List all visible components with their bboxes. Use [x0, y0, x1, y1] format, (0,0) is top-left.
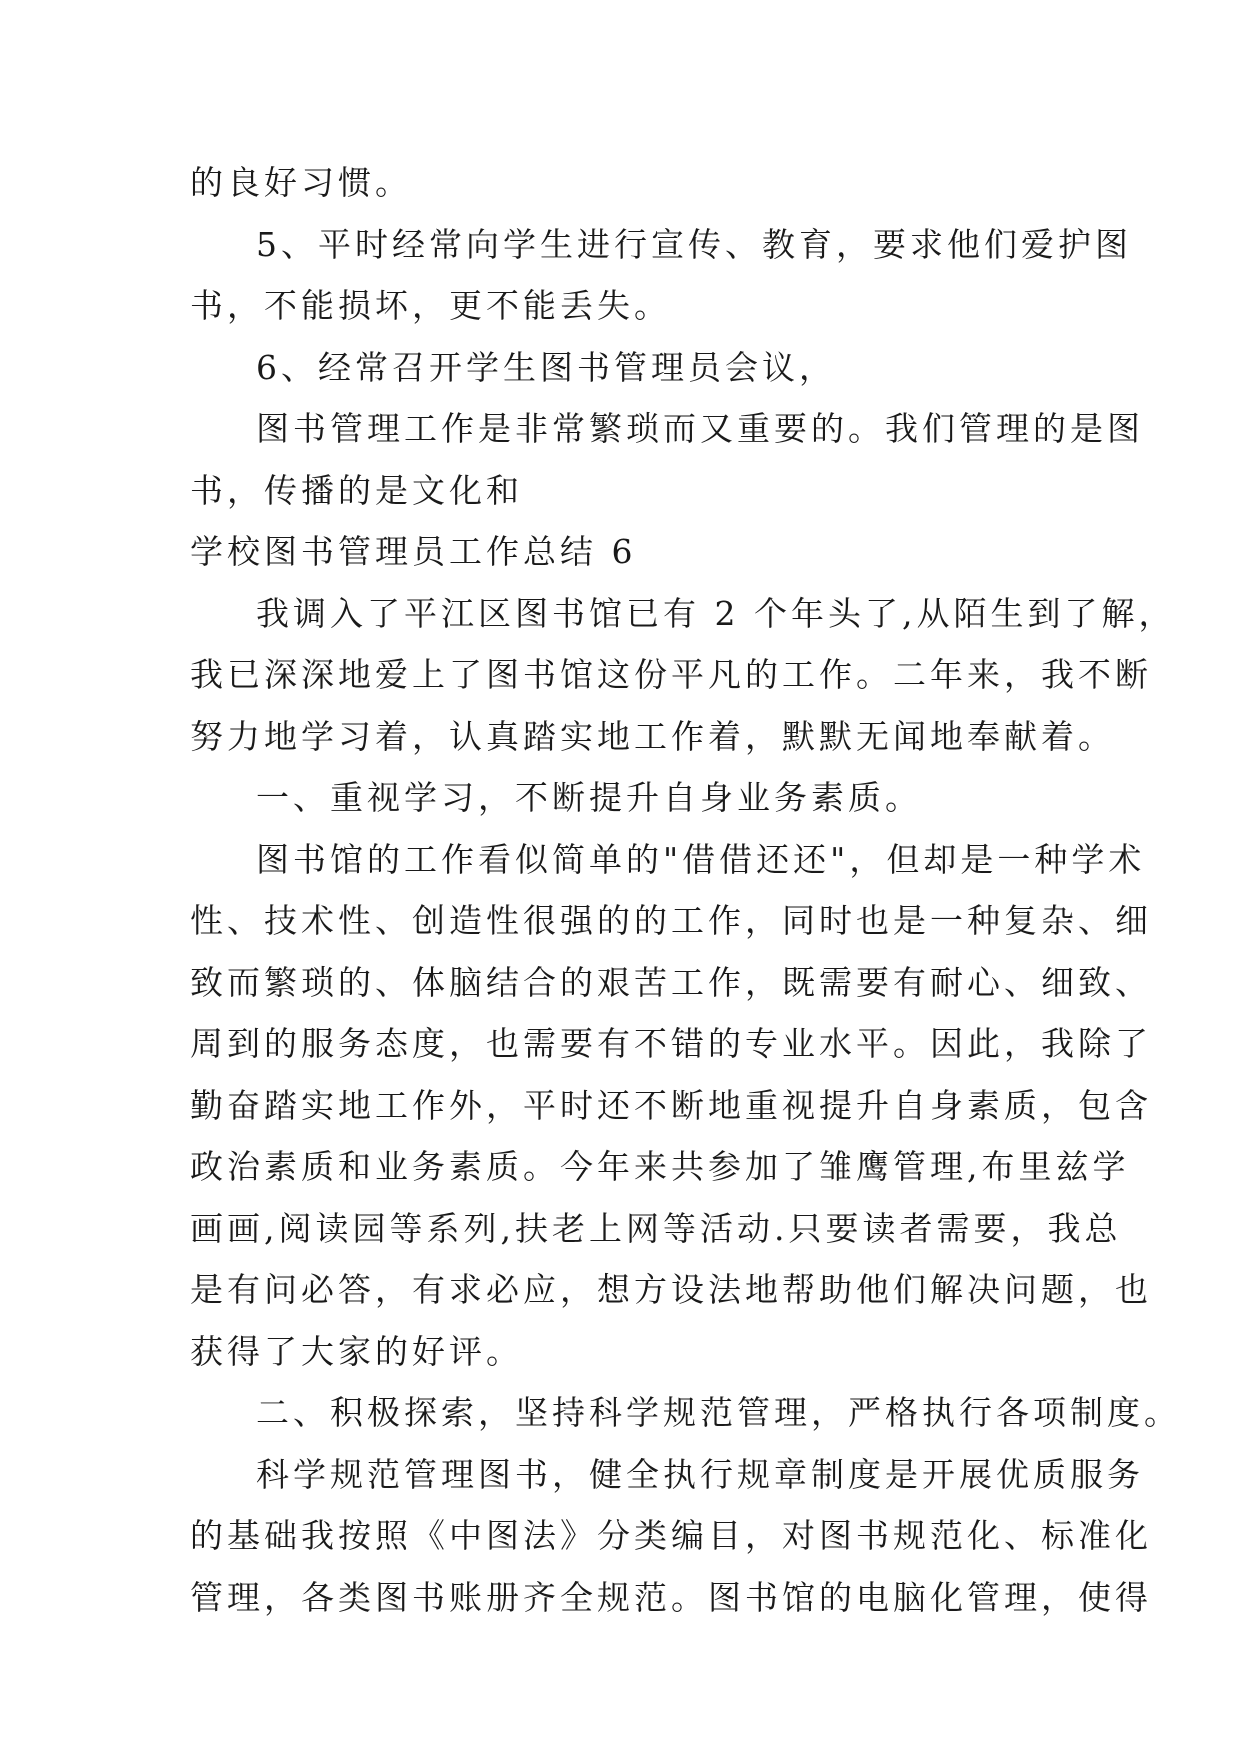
text-line: 5、平时经常向学生进行宣传、教育，要求他们爱护图	[256, 224, 1132, 264]
text-line: 致而繁琐的、体脑结合的艰苦工作，既需要有耐心、细致、	[190, 962, 1152, 1002]
text-line: 画画,阅读园等系列,扶老上网等活动.只要读者需要，我总	[190, 1208, 1122, 1248]
text-line: 书，不能损坏，更不能丢失。	[190, 286, 671, 325]
text-line: 周到的服务态度，也需要有不错的专业水平。因此，我除了	[190, 1024, 1152, 1063]
document-body	[190, 152, 1181, 1628]
text-line: 的良好习惯。	[190, 163, 412, 202]
text-line: 图书管理工作是非常繁琐而又重要的。我们管理的是图	[256, 409, 1144, 448]
text-line: 政治素质和业务素质。今年来共参加了雏鹰管理,布里兹学	[190, 1147, 1130, 1186]
text-line: 的基础我按照《中图法》分类编目，对图书规范化、标准化	[190, 1516, 1152, 1555]
text-line: 图书馆的工作看似简单的"借借还还"，但却是一种学术	[256, 839, 1146, 879]
text-line: 获得了大家的好评。	[190, 1331, 523, 1371]
text-line: 性、技术性、创造性很强的的工作，同时也是一种复杂、细	[190, 901, 1152, 940]
section-heading: 学校图书管理员工作总结 6	[190, 532, 637, 571]
text-line: 我调入了平江区图书馆已有 2 个年头了,从陌生到了解，	[256, 593, 1176, 633]
text-line: 我已深深地爱上了图书馆这份平凡的工作。二年来，我不断	[190, 655, 1152, 694]
subheading-line: 一、重视学习，不断提升自身业务素质。	[256, 778, 922, 817]
text-line: 勤奋踏实地工作外，平时还不断地重视提升自身素质，包含	[190, 1085, 1152, 1125]
text-line: 努力地学习着，认真踏实地工作着，默默无闻地奉献着。	[190, 716, 1115, 756]
text-line: 书，传播的是文化和	[190, 470, 523, 510]
subheading-line: 二、积极探索，坚持科学规范管理，严格执行各项制度。	[256, 1393, 1181, 1432]
text-line: 是有问必答，有求必应，想方设法地帮助他们解决问题，也	[190, 1270, 1152, 1309]
text-line: 科学规范管理图书，健全执行规章制度是开展优质服务	[256, 1454, 1144, 1494]
text-line: 管理，各类图书账册齐全规范。图书馆的电脑化管理，使得	[190, 1577, 1152, 1617]
text-line: 6、经常召开学生图书管理员会议，	[256, 347, 836, 387]
